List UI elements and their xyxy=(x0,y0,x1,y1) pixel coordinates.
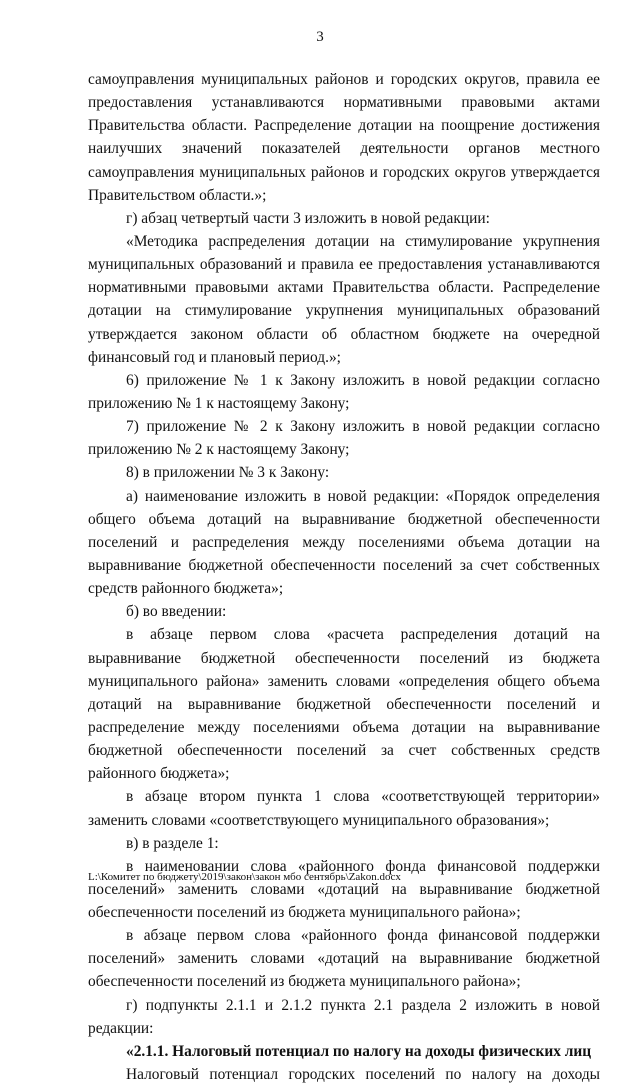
text-line: обеспеченности поселений из бюджета муниципального района»; xyxy=(88,904,521,922)
text-line: 6) приложение № 1 к Закону изложить в новой редакции согласно xyxy=(126,371,600,389)
text-line: г) подпункты 2.1.1 и 2.1.2 пункта 2.1 раздела 2 изложить в новой xyxy=(126,996,600,1014)
text-line: б) во введении: xyxy=(126,603,227,621)
text-line: самоуправления муниципальных районов и городских округов утверждается xyxy=(88,163,600,181)
text-line: а) наименование изложить в новой редакции: «Порядок определения xyxy=(126,487,600,505)
text-line: редакции: xyxy=(88,1019,154,1037)
text-line: самоуправления муниципальных районов и городских округов, правила ее xyxy=(88,71,600,88)
text-line: общего объема дотаций на выравнивание бюджетной обеспеченности xyxy=(88,510,600,528)
text-line: в абзаце втором пункта 1 слова «соответствующей территории» xyxy=(126,788,600,806)
text-line: приложению № 2 к настоящему Закону; xyxy=(88,441,350,459)
text-line: средств районного бюджета»; xyxy=(88,580,284,598)
text-line: районного бюджета»; xyxy=(88,765,230,783)
text-line: нормативными правовыми актами Правительства области. Распределение xyxy=(88,279,600,297)
text-line: поселений» заменить словами «дотаций на выравнивание бюджетной xyxy=(88,950,600,968)
text-line: муниципальных образований и правила ее предоставления устанавливаются xyxy=(88,256,600,274)
text-line: 8) в приложении № 3 к Закону: xyxy=(126,464,330,482)
text-line: «Методика распределения дотации на стимулирование укрупнения xyxy=(126,232,600,250)
footer-file-path: L:\Комитет по бюджету\2019\закон\закон мбо сентябрь\Zakon.docx xyxy=(88,871,401,883)
page-number: 3 xyxy=(316,29,324,45)
text-line: выравнивание бюджетной обеспеченности поселений из бюджета xyxy=(88,649,600,667)
section-heading: «2.1.1. Налоговый потенциал по налогу на доходы физических лиц xyxy=(126,1042,592,1060)
text-line: г) абзац четвертый части 3 изложить в новой редакции: xyxy=(126,209,490,227)
text-line: Налоговый потенциал городских поселений по налогу на доходы xyxy=(126,1066,600,1084)
text-line: в абзаце первом слова «расчета распределения дотаций на xyxy=(126,626,600,644)
text-line: дотации на стимулирование укрупнения муниципальных образований xyxy=(88,302,600,320)
text-line: обеспеченности поселений из бюджета муниципального района»; xyxy=(88,973,521,991)
text-line: выравнивание бюджетной обеспеченности поселений за счет собственных xyxy=(88,556,600,574)
text-line: поселений и распределения между поселениями объема дотации на xyxy=(88,533,600,551)
text-line: распределение между поселениями объема дотации на выравнивание xyxy=(88,718,600,736)
text-line: муниципального района» заменить словами «определения общего объема xyxy=(88,672,600,690)
text-line: утверждается законом области об областном бюджете на очередной xyxy=(88,325,600,343)
text-line: в абзаце первом слова «районного фонда финансовой поддержки xyxy=(126,927,600,945)
text-line: Правительства области. Распределение дотации на поощрение достижения xyxy=(88,117,600,135)
text-line: заменить словами «соответствующего муниципального образования»; xyxy=(88,811,550,829)
text-line: поселений» заменить словами «дотаций на выравнивание бюджетной xyxy=(88,880,600,898)
text-line: финансовый год и плановый период.»; xyxy=(88,348,341,366)
text-line: бюджетной обеспеченности поселений за счет собственных средств xyxy=(88,742,600,760)
text-line: в) в разделе 1: xyxy=(126,834,219,852)
text-line: 7) приложение № 2 к Закону изложить в новой редакции согласно xyxy=(126,418,600,436)
text-line: Правительством области.»; xyxy=(88,186,267,204)
text-line: наилучших значений показателей деятельности органов местного xyxy=(88,140,600,158)
text-line: предоставления устанавливаются нормативными правовыми актами xyxy=(88,94,600,112)
text-line: в наименовании слова «районного фонда финансовой поддержки xyxy=(126,857,600,875)
body-text xyxy=(88,68,600,1086)
text-line: приложению № 1 к настоящему Закону; xyxy=(88,394,350,412)
text-line: дотаций на выравнивание бюджетной обеспеченности поселений и xyxy=(88,695,600,713)
